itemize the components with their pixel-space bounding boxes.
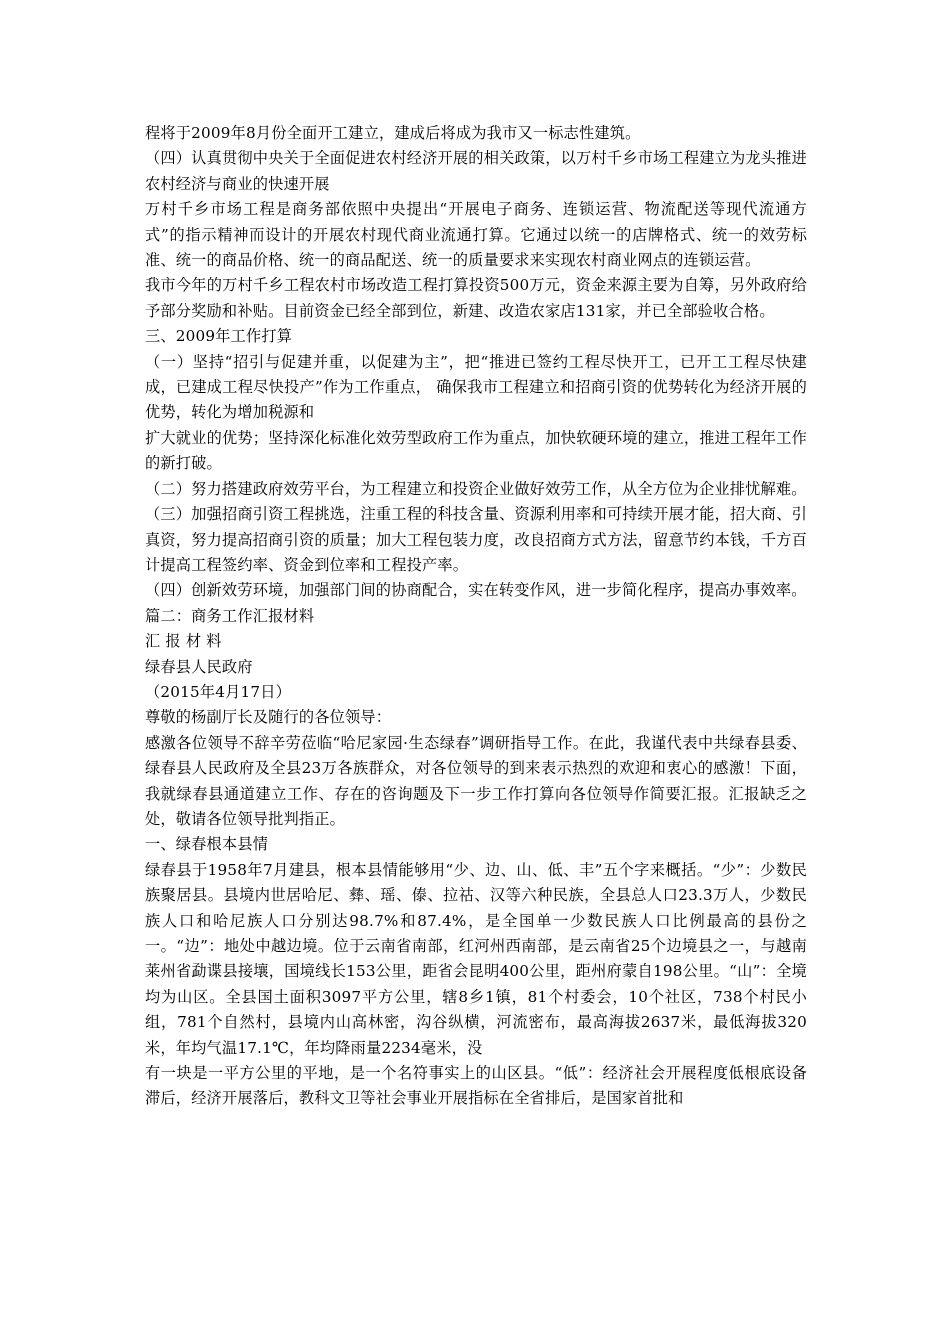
report-title: 汇 报 材 料 [145,632,222,651]
paragraph: 万村千乡市场工程是商务部依照中央提出“开展电子商务、连锁运营、物流配送等现代流通方式”的指示精神而设计的开展农村现代商业流通打算。它通过以统一的店牌格式、统一的效劳标准、统一的商品价格、统一的商品配送、统一的质量要求来实现农村商业网点的连锁运营。 [145,200,807,270]
section-heading: 一、绿春根本县情 [145,835,269,854]
report-author: 绿春县人民政府 [145,657,253,676]
paragraph: （一）坚持“招引与促建并重，以促建为主”，把“推进已签约工程尽快开工，已开工工程尽快建成，已建成工程尽快投产”作为工作重点， 确保我市工程建立和招商引资的优势转化为经济开展的优势，转化为增加税源和 [145,352,807,422]
paragraph: （四）认真贯彻中央关于全面促进农村经济开展的相关政策，以万村千乡市场工程建立为龙头推进农村经济与商业的快速开展 [145,149,807,193]
paragraph: 感激各位领导不辞辛劳莅临“哈尼家园·生态绿春”调研指导工作。在此，我谨代表中共绿春县委、绿春县人民政府及全县23万各族群众，对各位领导的到来表示热烈的欢迎和衷心的感激！下面，我就绿春县通道建立工作、存在的咨询题及下一步工作打算向各位领导作简要汇报。汇报缺乏之处，敬请各位领导批判指正。 [145,733,807,828]
paragraph: 程将于2009年8月份全面开工建立，建成后将成为我市又一标志性建筑。 [145,124,641,142]
paragraph: （二）努力搭建政府效劳平台，为工程建立和投资企业做好效劳工作，从全方位为企业排忧解难。 [145,479,807,498]
paragraph: 绿春县于1958年7月建县，根本县情能够用“少、边、山、低、丰”五个字来概括。“少”：少数民族聚居县。县境内世居哈尼、彝、瑶、傣、拉祜、汉等六种民族，全县总人口23.3万人，少数民族人口和哈尼族人口分别达98.7%和87.4%，是全国单一少数民族人口比例最高的县份之一。“边”：地处中越边境。位于云南省南部，红河州西南部，是云南省25个边境县之一，与越南莱州省勐谍县接壤，国境线长153公里，距省会昆明400公里，距州府蒙自198公里。“山”：全境均为山区。全县国土面积3097平方公里，辖8乡1镇，81个村委会，10个社区，738个村民小组，781个自然村，县境内山高林密，沟谷纵横，河流密布，最高海拔2637米，最低海拔320米，年均气温17.1℃，年均降雨量2234毫米，没 [145,860,807,1057]
document-page [145,121,807,1112]
paragraph: 扩大就业的优势；坚持深化标准化效劳型政府工作为重点，加快软硬环境的建立，推进工程年工作的新打破。 [145,428,807,473]
paragraph: 我市今年的万村千乡工程农村市场改造工程打算投资500万元，资金来源主要为自筹，另外政府给予部分奖励和补贴。目前资金已经全部到位，新建、改造农家店131家，并已全部验收合格。 [145,276,807,320]
paragraph: 有一块是一平方公里的平地，是一个名符事实上的山区县。“低”：经济社会开展程度低根底设备滞后，经济开展落后，教科文卫等社会事业开展指标在全省排后，是国家首批和 [145,1064,807,1108]
salutation: 尊敬的杨副厅长及随行的各位领导： [145,708,392,727]
article-title: 篇二：商务工作汇报材料 [145,606,315,625]
paragraph: （四）创新效劳环境，加强部门间的协商配合，实在转变作风，进一步简化程序，提高办事效率。 [145,581,807,600]
paragraph: （三）加强招商引资工程挑选，注重工程的科技含量、资源利用率和可持续开展才能，招大商、引真资，努力提高招商引资的质量；加大工程包装力度，改良招商方式方法，留意节约本钱，千方百计提高工程签约率、资金到位率和工程投产率。 [145,505,807,574]
section-heading: 三、2009年工作打算 [145,327,293,346]
report-date: （2015年4月17日） [145,682,291,701]
